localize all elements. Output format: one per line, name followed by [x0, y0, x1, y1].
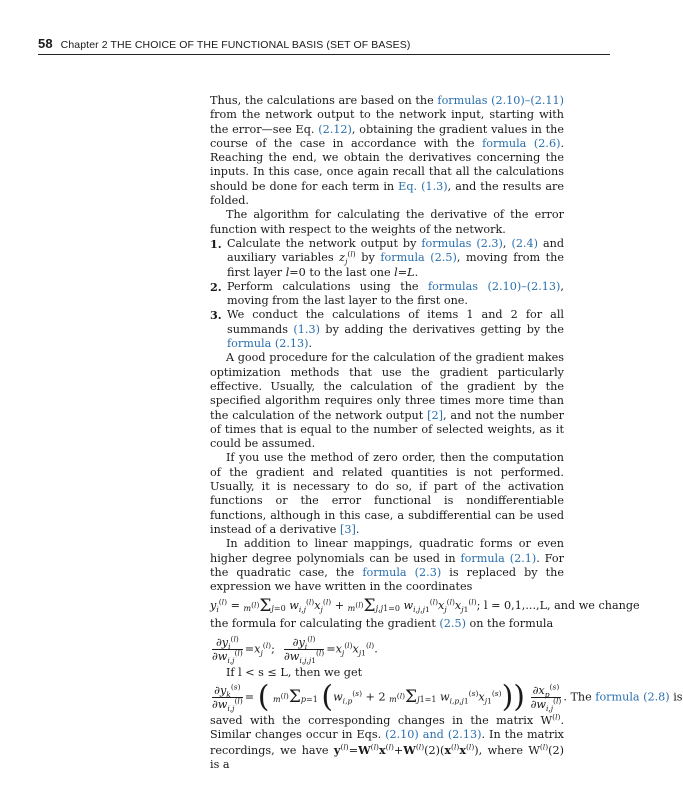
- link-2-5[interactable]: (2.5): [439, 617, 466, 631]
- equation-quadratic: $y_i^{(l)} = m^{(l)}\Sigma j=0$ $w_{i,j}^{(l)}x_j^{(l)} + m^{(l)}\Sigma j,j1=0$ $w_{i,j,j1}^{(l)}x_j^{(l)}x_{j1}^{(l)}$; l = 0,1,...,L, and we change: [210, 596, 640, 617]
- paragraph-5: In addition to linear mappings, quadratic forms or even higher degree polynomials can be used in formula (2.1). For the quadratic case, the formula (2.3) is replaced by the expression we have written in the coordinates: [210, 537, 564, 594]
- link-formulas-2-10-2-13[interactable]: formulas (2.10)–(2.13): [428, 279, 561, 293]
- algorithm-steps: [210, 237, 564, 351]
- link-ref-3[interactable]: [3]: [339, 522, 356, 536]
- paragraph-6: the formula for calculating the gradient (2.5) on the formula: [210, 617, 554, 631]
- chapter-title: Chapter 2 THE CHOICE OF THE FUNCTIONAL BASIS (SET OF BASES): [60, 39, 411, 51]
- link-ref-2[interactable]: [2]: [427, 408, 443, 422]
- paragraph-2: The algorithm for calculating the derivative of the error function with respect to the weights of the network.: [210, 208, 564, 236]
- page-number: 58: [38, 36, 53, 51]
- condition-line: If l < s ≤ L, then we get: [226, 665, 363, 679]
- link-formula-2-1[interactable]: formula (2.1): [460, 551, 537, 565]
- link-formulas-2-3[interactable]: formulas (2.3): [421, 236, 503, 250]
- paragraph-1: Thus, the calculations are based on the formulas (2.10)–(2.11) from the network output to the network input, starting with the error—see Eq. (2.12), obtaining the gradient values in the course of the case in accordance with the formula (2.6). Reaching the end, we obtain the derivatives concerning the inputs. In this case, once again recall that all the calculations should be done for each term in Eq. (1.3), and the results are folded.: [210, 94, 564, 208]
- link-formula-2-8[interactable]: formula (2.8): [595, 690, 670, 704]
- list-item: 3. We conduct the calculations of items 1 and 2 for all summands (1.3) by adding the derivatives getting by the formula (2.13).: [210, 308, 564, 351]
- link-formulas-2-10-2-11[interactable]: formulas (2.10)–(2.11): [437, 94, 564, 107]
- link-formula-2-3[interactable]: formula (2.3): [362, 565, 442, 579]
- page-body: [210, 94, 683, 772]
- paragraph-7: saved with the corresponding changes in the matrix $W^{(l)}$. Similar changes occur in Eqs. (2.10) and (2.13). In the matrix recordings, we have $y^{(l)}=W^{(l)}x^{(l)}+W^{(l)}(2)(x^{(l)}x^{(l)})$, where $W^{(l)}(2)$ is a: [210, 712, 564, 771]
- paragraph-4: If you use the method of zero order, then the computation of the gradient and related quantities is not performed. Usually, it is necessary to do so, if part of the activation functions or the error functional is nondifferentiable functions, although in this case, a subdifferential can be used instead of a derivative [3].: [210, 451, 564, 536]
- list-item: 1. Calculate the network output by formulas (2.3), (2.4) and auxiliary variables $z_j^{(l)}$ by formula (2.5), moving from the first layer l=0 to the last one l=L.: [210, 236, 564, 279]
- link-formula-2-6[interactable]: formula (2.6): [482, 136, 561, 150]
- paragraph-3: A good procedure for the calculation of the gradient makes optimization methods that use the gradient particularly effective. Usually, the calculation of the gradient by the specified algorithm requires only three times more time than the calculation of the network output [2], and not the number of times that is equal to the number of selected weights, as it could be assumed.: [210, 351, 564, 451]
- link-eq-1-3[interactable]: Eq. (1.3): [398, 179, 448, 193]
- equation-gradient: $\frac{\partial y_i^{(l)}}{\partial w_{i,j}^{(l)}}$ $=x_j^{(l)}$; $\frac{\partial y_i^{(l)}}{\partial w_{i,j,j1}^{(l)}}$ $=x_j^{(l)}x_{j1}^{(l)}$.: [212, 633, 378, 665]
- link-formula-2-13[interactable]: formula (2.13): [227, 337, 309, 351]
- running-header: [38, 36, 410, 51]
- link-formula-2-5[interactable]: formula (2.5): [380, 251, 457, 265]
- link-eq-2-12[interactable]: (2.12): [318, 122, 352, 136]
- equation-tail: ; l = 0,1,...,L, and we change: [476, 599, 640, 613]
- list-item: 2. Perform calculations using the formulas (2.10)–(2.13), moving from the last layer to the first one.: [210, 279, 564, 308]
- link-eqs-2-10-2-13[interactable]: (2.10) and (2.13): [385, 728, 482, 742]
- link-1-3[interactable]: (1.3): [293, 322, 320, 336]
- link-2-4[interactable]: (2.4): [511, 236, 538, 250]
- equation-chain-rule: $\frac{\partial y_k^{(s)}}{\partial w_{i,j}^{(l)}}$ = ( $m^{(l)}\Sigma p=1$ ($w_{i,p}^{(s)} + 2$ $m^{(l)}\Sigma j1=1$ $w_{i,p,j1}^{(s)}x_{j1}^{(s)}$)) $\frac{\partial x_p^{(s)}}{\partial w_{i,j}^{(l)}}$ . The formula (2.8) is: [212, 679, 683, 715]
- header-rule: [38, 54, 610, 55]
